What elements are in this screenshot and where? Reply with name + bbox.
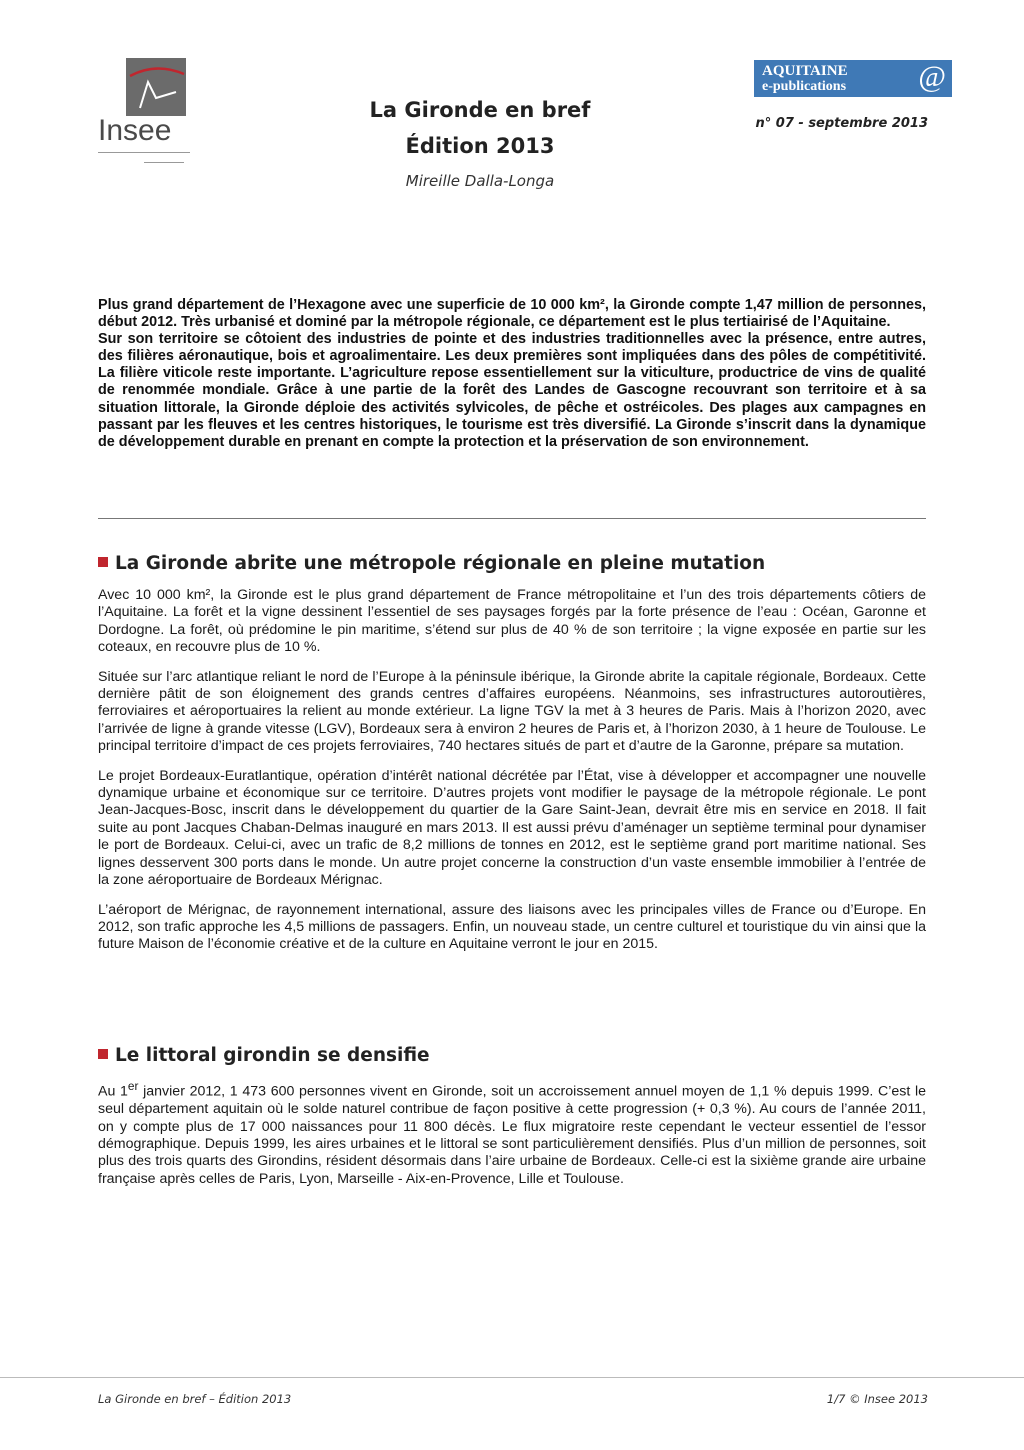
logo-divider-small	[144, 162, 184, 167]
section-1-paragraph-1: Avec 10 000 km², la Gironde est le plus grand département de France métropolitaine et l’un des trois départements côtiers de l’Aquitaine. La forêt et la vigne dessinent l’essentiel de ses paysages forgés par la forte présence de l’eau : Océan, Garonne et Dordogne. La forêt, où prédomine le pin maritime, s’étend sur plus de 40 % de son territoire ; la vigne exposée en partie sur les coteaux, en recouvre plus de 10 %.	[98, 587, 926, 656]
aquitaine-epublications-badge	[754, 60, 952, 97]
superscript-er: er	[127, 1079, 139, 1093]
red-square-bullet-icon	[98, 1049, 108, 1059]
document-title: La Gironde en bref	[369, 98, 591, 122]
paragraph-rest: janvier 2012, 1 473 600 personnes vivent en Gironde, soit un accroissement annuel moyen de 1,1 % depuis 1999. C’est le seul département aquitain où le solde naturel contribue de façon positive à cette progression (+ 0,3 %). Au cours de l’année 2011, on y compte plus de 17 000 naissances pour 11 800 décès. Le flux migratoire reste cependant le vecteur essentiel de l’essor démographique. Depuis 1999, les aires urbaines et le littoral se sont particulièrement densifiés. Plus d’un million de personnes, soit plus des trois quarts des Girondins, résident désormais dans l’aire urbaine de Bordeaux. Celle-ci est la sixième grande aire urbaine française après celles de Paris, Lyon, Marseille - Aix-en-Provence, Lille et Toulouse.	[98, 1083, 926, 1187]
document-author: Mireille Dalla-Longa	[405, 172, 555, 190]
section-1-paragraph-3: Le projet Bordeaux-Euratlantique, opération d’intérêt national décrétée par l’État, vise à développer et accompagner une nouvelle dynamique urbaine et économique sur ce territoire. D’autres projets vont modifier le paysage de la métropole régionale. Le pont Jean-Jacques-Bosc, inscrit dans le développement du quartier de la Gare Saint-Jean, devrait être mis en service en 2018. Il fait suite au pont Jacques Chaban-Delmas inauguré en mars 2013. Il est aussi prévu d’aménager un septième terminal pour dynamiser le port de Bordeaux. Celui-ci, avec un trafic de 8,2 millions de tonnes en 2012, est le septième grand port maritime national. Ses lignes desservent 300 ports dans le monde. Un autre projet concerne la construction d’un vaste ensemble immobilier à l’entrée de la zone aéroportuaire de Bordeaux Mérignac.	[98, 767, 926, 889]
insee-logo	[96, 58, 196, 174]
section-2-heading-text: Le littoral girondin se densifie	[115, 1045, 430, 1066]
insee-logo-mark-icon	[126, 58, 186, 116]
red-square-bullet-icon	[98, 557, 108, 567]
footer-title: La Gironde en bref – Édition 2013	[98, 1392, 292, 1406]
footer-page-number: 1/7 © Insee 2013	[826, 1392, 928, 1406]
insee-logo-text: Insee	[98, 114, 172, 147]
section-1-heading-text: La Gironde abrite une métropole régionale en pleine mutation	[115, 553, 766, 574]
section-1-paragraph-4: L’aéroport de Mérignac, de rayonnement international, assure des liaisons avec les principales villes de France ou d’Europe. En 2012, son trafic approche les 4,5 millions de passagers. Enfin, un nouveau stade, un centre culturel et touristique du vin ainsi que la future Maison de l’économie créative et de la culture en Aquitaine verront le jour en 2015.	[98, 901, 926, 953]
logo-divider	[98, 152, 190, 159]
document-edition: Édition 2013	[405, 134, 555, 158]
badge-line-1: AQUITAINE	[762, 63, 848, 79]
section-1-heading	[98, 553, 765, 574]
abstract-paragraph-2: Sur son territoire se côtoient des industries de pointe et des industries traditionnelles avec la présence, entre autres, des filières aéronautique, bois et agroalimentaire. Les deux premières sont impliquées dans des pôles de compétitivité. La filière viticole reste importante. L’agriculture repose essentiellement sur la viticulture, productrice de vins de qualité de renommée mondiale. Grâce à une partie de la forêt des Landes de Gascogne recouvrant son territoire et à sa situation littorale, la Gironde déploie des activités sylvicoles, de pêche et ostréicoles. Des plages aux campagnes en passant par les fleuves et les centres historiques, le tourisme est très diversifié. La Gironde s’inscrit dans la dynamique de développement durable en prenant en compte la protection et la préservation de son environnement.	[98, 331, 926, 450]
section-2-body	[98, 1078, 926, 1200]
section-2-heading	[98, 1045, 430, 1066]
abstract-paragraph-1: Plus grand département de l’Hexagone avec une superficie de 10 000 km², la Gironde compte 1,47 million de personnes, début 2012. Très urbanisé et dominé par la métropole régionale, ce département est le plus tertiairisé de l’Aquitaine.	[98, 297, 926, 331]
badge-line-2: e-publications	[762, 79, 847, 94]
paragraph-lead: Au 1	[98, 1083, 128, 1100]
footer-divider	[0, 1377, 1024, 1378]
section-2-paragraph-1	[98, 1078, 926, 1188]
issue-number: n° 07 - septembre 2013	[755, 116, 928, 131]
at-sign-icon: @	[918, 60, 946, 93]
section-1-paragraph-2: Située sur l’arc atlantique reliant le nord de l’Europe à la péninsule ibérique, la Gironde abrite la capitale régionale, Bordeaux. Cette dernière pâtit de son éloignement des grands centres d’affaires européens. Néanmoins, ses infrastructures autoroutières, ferroviaires et aéroportuaires la relient au monde extérieur. La ligne TGV la met à 3 heures de Paris. Mais à l’horizon 2020, avec l’arrivée de ligne à grande vitesse (LGV), Bordeaux sera à environ 2 heures de Paris et, à l’horizon 2030, à 1 heure de Toulouse. Le principal territoire d’impact de ces projets ferroviaires, 740 hectares situés de part et d’autre de la Garonne, prépare sa mutation.	[98, 668, 926, 755]
section-1-body	[98, 587, 926, 966]
abstract-divider	[98, 518, 926, 519]
abstract	[98, 297, 926, 451]
